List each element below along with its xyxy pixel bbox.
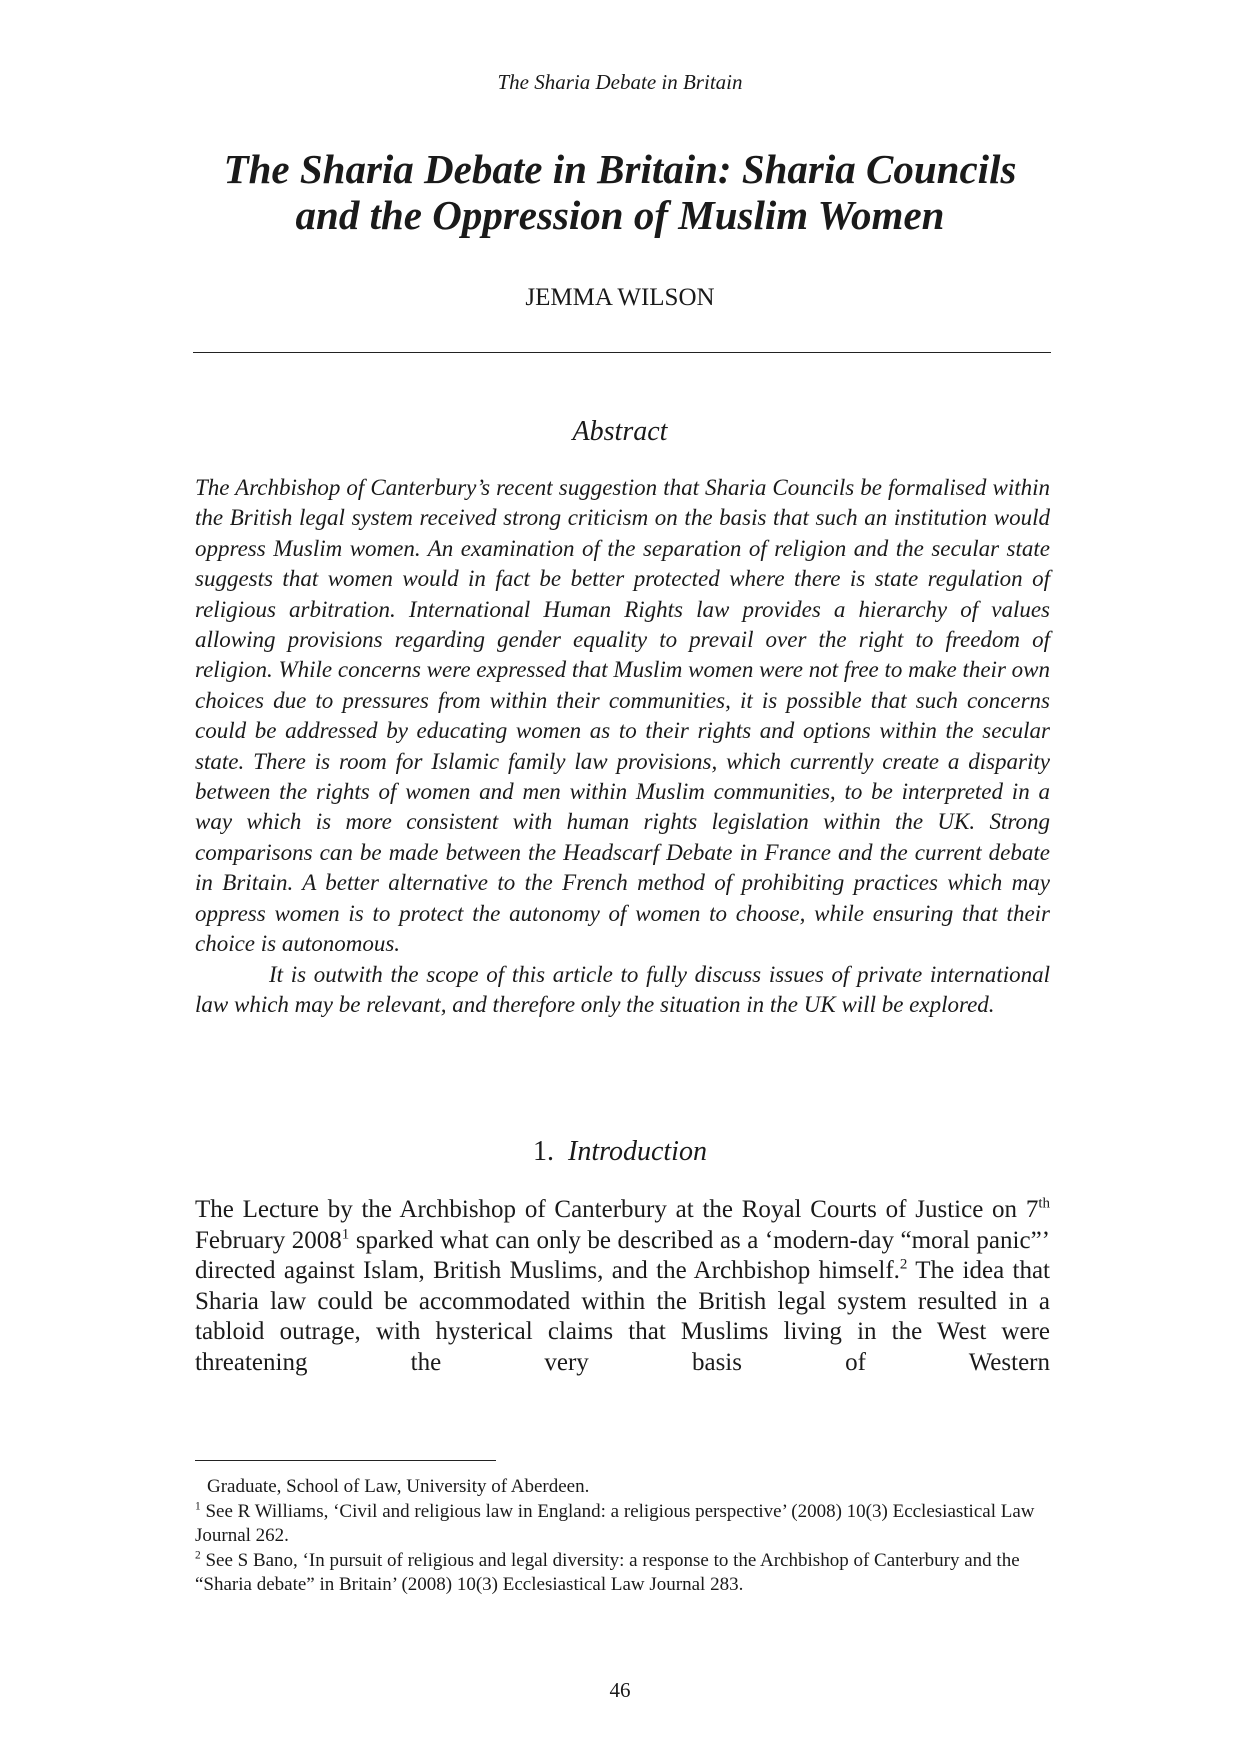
section-number: 1. xyxy=(533,1136,555,1167)
ordinal-suffix: th xyxy=(1038,1195,1050,1212)
footnote-ref-2[interactable]: 2 xyxy=(899,1256,908,1273)
author-name: JEMMA WILSON xyxy=(525,284,715,311)
footnote-2-text: See S Bano, ‘In pursuit of religious and legal diversity: a response to the Archbishop of Canterbury and the “Sharia debate” in Britain’ (2008) 10(3) Ecclesiastical Law Journal 283. xyxy=(195,1549,1020,1595)
abstract-paragraph-1: The Archbishop of Canterbury’s recent suggestion that Sharia Councils be formalised within the British legal system received strong criticism on the basis that such an institution would oppress Muslim women. An examination of the separation of religion and the secular state suggests that women would in fact be better protected where there is state regulation of religious arbitration. International Human Rights law provides a hierarchy of values allowing provisions regarding gender equality to prevail over the right to freedom of religion. While concerns were expressed that Muslim women were not free to make their own choices due to pressures from within their communities, it is possible that such concerns could be addressed by educating women as to their rights and options within the secular state. There is room for Islamic family law provisions, which currently create a disparity between the rights of women and men within Muslim communities, to be interpreted in a way which is more consistent with human rights legislation within the UK. Strong comparisons can be made between the Headscarf Debate in France and the current debate in Britain. A better alternative to the French method of prohibiting practices which may oppress women is to protect the autonomy of women to choose, while ensuring that their choice is autonomous. xyxy=(195,475,1050,957)
title-line-2: and the Oppression of Muslim Women xyxy=(295,192,945,238)
body-text-part-3: sparked what can only be described as a ‘modern-day “moral panic”’ directed against Islam, British Muslims, and the Archbishop himself. xyxy=(195,1226,1050,1285)
body-text-part-4: The idea that Sharia law could be accommodated within the British legal system resulted in a tabloid outrage, with hysterical claims that Muslims living in the West were threatening the very basis of Western xyxy=(195,1257,1050,1376)
body-paragraph xyxy=(195,1195,1050,1379)
footnote-1-text: See R Williams, ‘Civil and religious law in England: a religious perspective’ (2008) 10(3) Ecclesiastical Law Journal 262. xyxy=(195,1500,1035,1546)
footnote-2 xyxy=(195,1549,1050,1598)
running-header: The Sharia Debate in Britain xyxy=(497,70,743,94)
footnote-author: Graduate, School of Law, University of Aberdeen. xyxy=(207,1476,590,1497)
footnote-ref-1[interactable]: 1 xyxy=(341,1226,350,1243)
section-title: Introduction xyxy=(568,1136,707,1167)
title-divider xyxy=(193,352,1051,353)
abstract-body xyxy=(195,473,1050,1020)
abstract-heading: Abstract xyxy=(572,416,668,447)
page-number: 46 xyxy=(609,1678,631,1702)
section-heading xyxy=(0,1136,1240,1168)
abstract-paragraph-2: It is outwith the scope of this article to fully discuss issues of private international law which may be relevant, and therefore only the situation in the UK will be explored. xyxy=(195,961,1050,1017)
footnote-1 xyxy=(195,1500,1050,1549)
body-text-part-2: February 2008 xyxy=(195,1226,342,1254)
article-title xyxy=(170,146,1070,238)
footnote-1-mark: 1 xyxy=(195,1500,201,1513)
title-line-1: The Sharia Debate in Britain: Sharia Councils xyxy=(223,146,1017,192)
footnote-2-mark: 2 xyxy=(195,1549,201,1562)
footnote-divider xyxy=(195,1460,496,1461)
footnotes xyxy=(195,1475,1050,1598)
body-text-part-1: The Lecture by the Archbishop of Canterbury at the Royal Courts of Justice on 7 xyxy=(195,1196,1039,1223)
